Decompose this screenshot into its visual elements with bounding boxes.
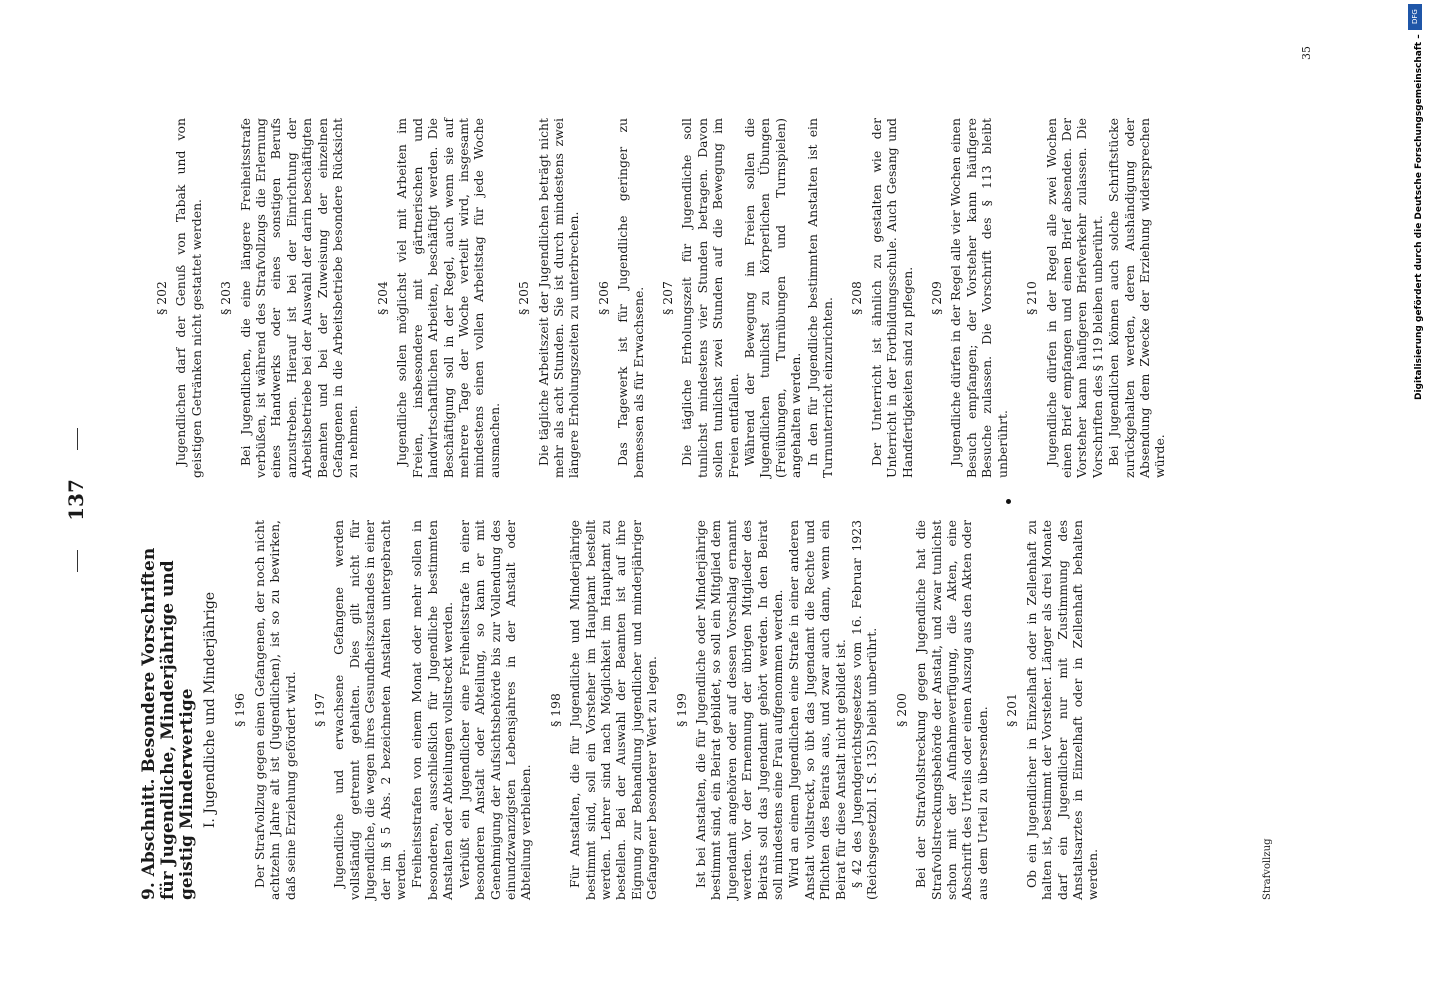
paragraph-heading-202: § 202 — [154, 281, 169, 315]
dash-left — [77, 550, 78, 572]
left-column — [140, 520, 1102, 900]
paragraph-heading-208: § 208 — [849, 281, 865, 315]
paragraph-heading-204: § 204 — [374, 281, 390, 315]
paragraph-text: Bei der Strafvollstreckung gegen Jugendliche hat die Strafvollstreckungsbehörde der Anstalt, und zwar tunlichst schon mit der Aufnahmeverfügung, die Akten, eine Abschrift des Urteils oder einen Auszug aus den Akten oder aus dem Urteil zu übersenden. — [913, 520, 990, 900]
paragraph-text: Wird an einem Jugendlichen eine Strafe in einer anderen Anstalt vollstreckt, so übt das Jugendamt die Rechte und Pflichten des Beirats aus, und zwar auch dann, wenn ein Beirat für diese Anstalt nicht gebildet ist. — [786, 520, 848, 900]
paragraph-text: Die tägliche Arbeitszeit der Jugendlichen beträgt nicht mehr als acht Stunden. Sie ist durch mindestens zwei längere Erholungszeiten zu unterbrechen. — [535, 118, 582, 478]
paragraph-text: Jugendliche sollen möglichst viel mit Arbeiten im Freien, insbesondere mit gärtnerischen und landwirtschaftlichen Arbeiten, beschäftigt werden. Die Beschäftigung soll in der Regel, auch wenn sie auf mehrere Tage der Woche verteilt wird, insgesamt mindestens einen vollen Arbeitstag für jede Woche ausmachen. — [394, 118, 502, 478]
paragraph-heading-203: § 203 — [218, 281, 234, 315]
paragraph-text: In den für Jugendliche bestimmten Anstalten ist ein Turnunterricht einzurichten. — [804, 118, 836, 478]
dfg-logo: DFG — [1408, 4, 1422, 30]
paragraph-text: Der Strafvollzug gegen einen Gefangenen, der noch nicht achtzehn Jahre alt ist (Jugendlichen), ist so zu bewirken, daß seine Erziehung gefördert wird. — [251, 520, 298, 900]
paragraph-text: Das Tagewerk ist für Jugendliche geringer zu bemessen als für Erwachsene. — [615, 118, 646, 478]
dfg-sidebar — [1400, 0, 1434, 1000]
paragraph-heading-201: § 201 — [1004, 693, 1020, 727]
paragraph-text: Freiheitsstrafen von einem Monat oder mehr sollen in besonderen, ausschließlich für Jugendliche bestimmten Anstalten oder Abteilungen vollstreckt werden. — [409, 520, 456, 900]
paragraph-text: Verbüßt ein Jugendlicher eine Freiheitsstrafe in einer besonderen Anstalt oder Abteilung, so kann er mit Genehmigung der Aufsichtsbehörde bis zur Vollendung des einundzwanzigsten Lebensjahres in der Anstalt oder Abteilung verbleiben. — [456, 520, 534, 900]
right-column — [140, 118, 1169, 478]
paragraph-heading-197: § 197 — [312, 693, 328, 727]
paragraph-text: Bei Jugendlichen, die eine längere Freiheitsstrafe verbüßen, ist während des Strafvollzugs die Erlernung eines Handwerks oder eines sonstigen Berufs anzustreben. Hierauf ist bei der Einrichtung der Arbeitsbetriebe bei der Auswahl der darin beschäftigten Beamten und bei der Zuweisung der einzelnen Gefangenen in die Arbeitsbetriebe besondere Rücksicht zu nehmen. — [237, 118, 361, 478]
paragraph-text: Ob ein Jugendlicher in Einzelhaft oder in Zellenhaft zu halten ist, bestimmt der Vorsteher. Länger als drei Monate darf ein Jugendlicher nur mit Zustimmung des Anstaltsarztes in Einzelhaft oder in Zellenhaft behalten werden. — [1023, 520, 1101, 900]
paragraph-heading-209: § 209 — [929, 281, 945, 315]
paragraph-heading-199: § 199 — [673, 693, 689, 727]
paragraph-heading-200: § 200 — [893, 693, 909, 727]
paragraph-text: Jugendliche und erwachsene Gefangene werden vollständig getrennt gehalten. Dies gilt nicht für Jugendliche, die wegen ihres Gesundheitszustandes in einer der im § 5 Abs. 2 bezeichneten Anstalten untergebracht werden. — [331, 520, 409, 900]
page-number-header — [64, 0, 88, 1000]
ink-dot — [1006, 499, 1011, 504]
paragraph-text: Der Unterricht ist ähnlich zu gestalten wie der Unterricht in der Fortbildungsschule. Auch Gesang und Handfertigkeiten sind zu pflegen. — [868, 118, 915, 478]
dfg-notice: Digitalisierung gefördert durch die Deutsche Forschungsgemeinschaft – — [1414, 34, 1424, 400]
paragraph-text: Jugendlichen darf der Genuß von Tabak und von geistigen Getränken nicht gestattet werden. — [173, 118, 204, 478]
paragraph-text: § 42 des Jugendgerichtsgesetzes vom 16. Februar 1923 (Reichsgesetzbl. I S. 135) bleibt unberührt. — [849, 520, 880, 900]
paragraph-heading-207: § 207 — [659, 281, 675, 315]
paragraph-text: Jugendliche dürfen in der Regel alle zwei Wochen einen Brief empfangen und einen Brief absenden. Der Vorsteher kann häufigeren Briefverkehr zulassen. Die Vorschriften des § 119 bleiben unberührt. — [1043, 118, 1105, 478]
paragraph-heading-205: § 205 — [516, 281, 532, 315]
subsection-title: I. Jugendliche und Minderjährige — [202, 591, 218, 829]
paragraph-heading-210: § 210 — [1024, 281, 1040, 315]
paragraph-text: Für Anstalten, die für Jugendliche und Minderjährige bestimmt sind, soll ein Vorsteher im Hauptamt bestellt werden. Lehrer sind nach Möglichkeit im Hauptamt zu bestellen. Bei der Auswahl der Beamten ist auf ihre Eignung zur Behandlung jugendlicher und minderjähriger Gefangener besonderer Wert zu legen. — [567, 520, 660, 900]
footer-signature: Strafvollzug — [1262, 838, 1273, 900]
page-number: 137 — [64, 479, 88, 521]
dash-right — [77, 428, 78, 450]
paragraph-heading-206: § 206 — [595, 281, 611, 315]
section-title: 9. Abschnitt. Besondere Vorschriften für Jugendliche, Minderjährige und geistig Minderwertige — [139, 547, 197, 900]
paragraph-heading-196: § 196 — [232, 693, 248, 727]
paragraph-heading-198: § 198 — [547, 693, 563, 727]
paragraph-text: Die tägliche Erholungszeit für Jugendliche soll tunlichst mindestens vier Stunden betragen. Davon sollen tunlichst zwei Stunden auf die Bewegung im Freien entfallen. — [679, 118, 741, 478]
paragraph-text: Jugendliche dürfen in der Regel alle vier Wochen einen Besuch empfangen; der Vorsteher kann häufigere Besuche zulassen. Die Vorschrift des § 113 bleibt unberührt. — [948, 118, 1010, 478]
footer-page-code: 35 — [1300, 46, 1313, 60]
paragraph-text: Bei Jugendlichen können auch solche Schriftstücke zurückgehalten werden, deren Aushändigung oder Absendung dem Zwecke der Erziehung widersprechen würde. — [1106, 118, 1168, 478]
paragraph-text: Ist bei Anstalten, die für Jugendliche oder Minderjährige bestimmt sind, ein Beirat gebildet, so soll ein Mitglied dem Jugendamt angehören oder auf dessen Vorschlag ernannt werden. Vor der Ernennung der übrigen Mitglieder des Beirats soll das Jugendamt gehört werden. In den Beirat soll mindestens eine Frau aufgenommen werden. — [692, 520, 785, 900]
paragraph-text: Während der Bewegung im Freien sollen die Jugendlichen tunlichst zu körperlichen Übungen (Freiübungen, Turnübungen und Turnspielen) angehalten werden. — [742, 118, 804, 478]
